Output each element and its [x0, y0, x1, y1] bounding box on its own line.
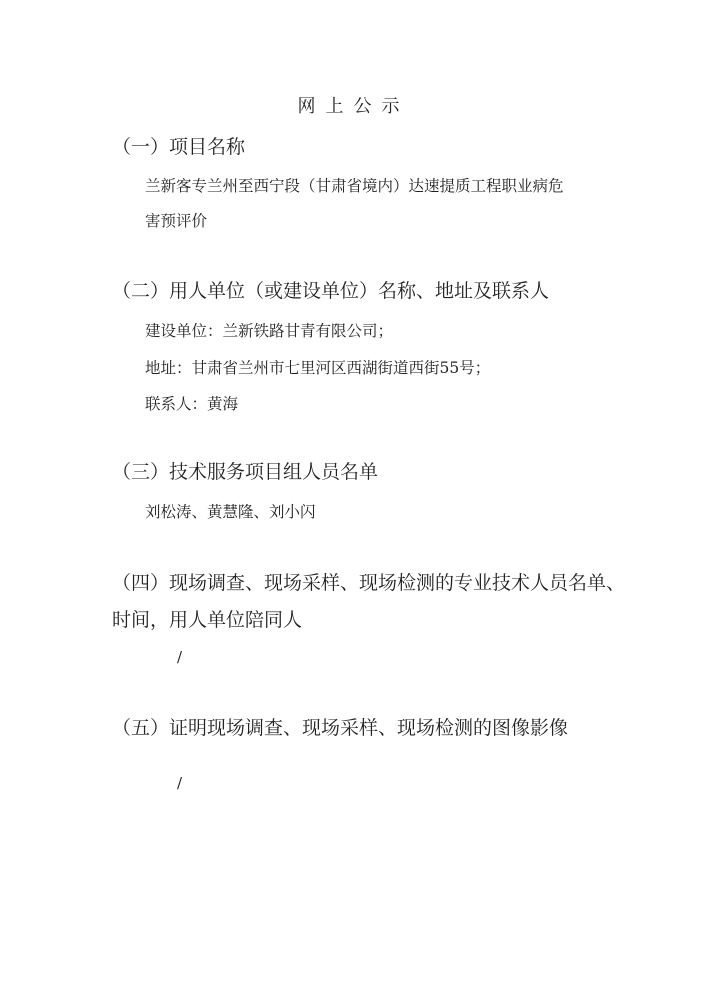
address-line: 地址：甘肃省兰州市七里河区西湖街道西街55号；: [145, 359, 491, 377]
team-members-line: 刘松涛、黄慧隆、刘小闪: [145, 503, 316, 521]
section-2-heading: （二）用人单位（或建设单位）名称、地址及联系人: [112, 280, 550, 302]
project-name-line-1: 兰新客专兰州至西宁段（甘肃省境内）达速提质工程职业病危: [145, 177, 564, 195]
project-name-line-2: 害预评价: [145, 212, 208, 230]
contact-person-line: 联系人：黄海: [145, 395, 239, 413]
section-4-heading-line-1: （四）现场调查、现场采样、现场检测的专业技术人员名单、: [112, 572, 626, 594]
section-4-heading-line-2: 时间，用人单位陪同人: [112, 609, 303, 631]
section-1-heading: （一）项目名称: [112, 136, 246, 158]
section-4-value: /: [177, 648, 183, 666]
section-5-heading: （五）证明现场调查、现场采样、现场检测的图像影像: [112, 717, 569, 739]
section-5-value: /: [177, 774, 183, 792]
construction-unit-line: 建设单位：兰新铁路甘青有限公司；: [145, 322, 394, 340]
section-3-heading: （三）技术服务项目组人员名单: [112, 461, 379, 483]
document-title: 网上公示: [297, 96, 410, 117]
